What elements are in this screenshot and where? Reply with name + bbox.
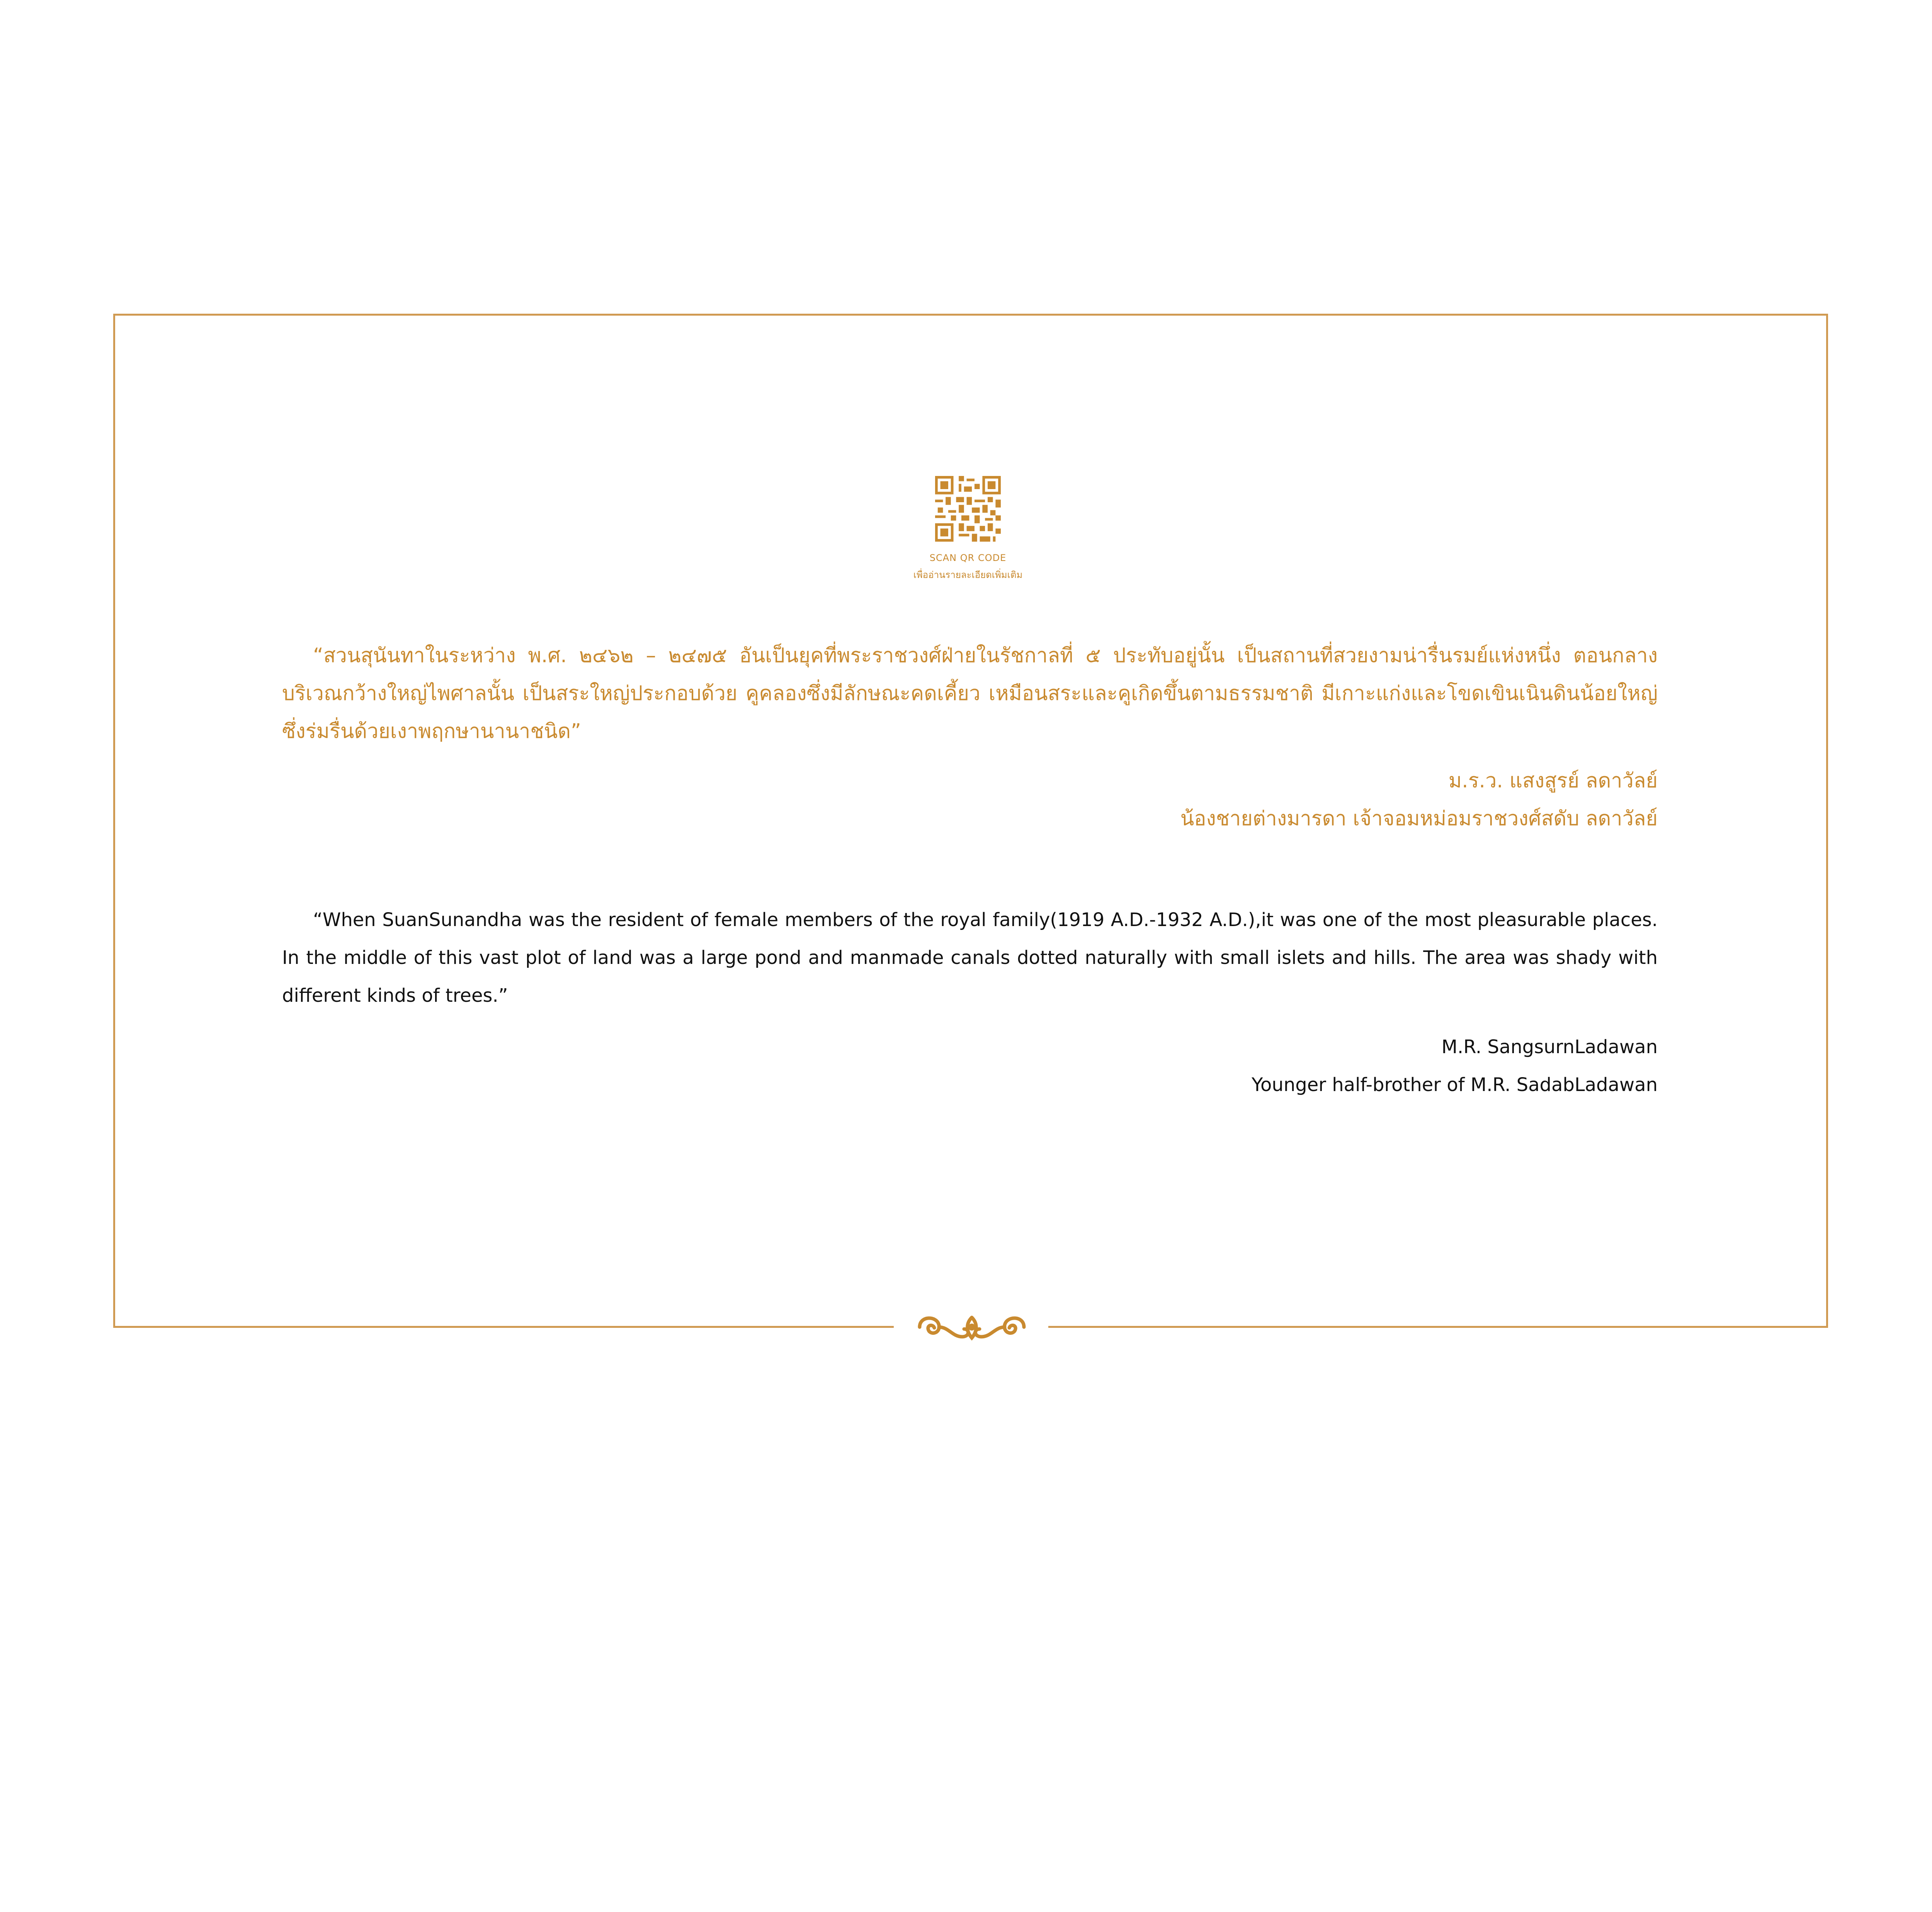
thai-quote: “สวนสุนันทาในระหว่าง พ.ศ. ๒๔๖๒ – ๒๔๗๕ อันเป็นยุคที่พระราชวงศ์ฝ่ายในรัชกาลที่ ๕ ประทับอยู่นั้น เป็นสถานที่สวยงามน่ารื่นรมย์แห่งหนึ่ง ตอนกลางบริเวณกว้างใหญ่ไพศาลนั้น เป็นสระใหญ่ประกอบด้วย คูคลองซึ่งมีลักษณะคดเคี้ยว เหมือนสระและคูเกิดขึ้นตามธรรมชาติ มีเกาะแก่งและโขดเขินเนินดินน้อยใหญ่ ซึ่งร่มรื่นด้วยเงาพฤกษานานาชนิด” [282,644,1658,743]
thai-author-relation: น้องชายต่างมารดา เจ้าจอมหม่อมราชวงศ์สดับ ลดาวัลย์ [1180,807,1658,830]
english-author-relation: Younger half-brother of M.R. SadabLadawan [1252,1074,1658,1096]
qr-code-icon[interactable] [935,476,1001,542]
qr-caption-english: SCAN QR CODE [929,552,1007,563]
english-quote: “When SuanSunandha was the resident of female members of the royal family(1919 A.D.-1932 A.D.),it was one of the most pleasurable places. In the middle of this vast plot of land was a large pond and manmade canals dotted naturally with small islets and hills. The area was shady with different kinds of trees.” [282,909,1658,1006]
frame-bottom-line-right [1048,1326,1828,1328]
qr-caption-thai: เพื่ออ่านรายละเอียดเพิ่มเติม [913,569,1023,580]
scroll-ornament-icon [912,1308,1032,1346]
frame-bottom-line-left [113,1326,894,1328]
english-author: M.R. SangsurnLadawan [1441,1036,1658,1058]
thai-author: ม.ร.ว. แสงสูรย์ ลดาวัลย์ [1448,769,1658,792]
